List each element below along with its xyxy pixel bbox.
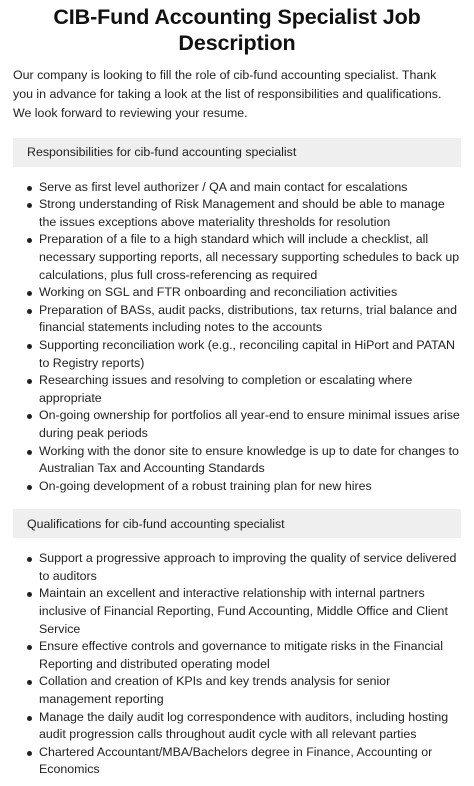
list-item <box>13 585 461 638</box>
list-item-text: Working with the donor site to ensure knowledge is up to date for changes to Australian Tax and Accounting Standards <box>39 443 459 476</box>
bullet-icon <box>27 238 32 243</box>
list-item-text: On-going ownership for portfolios all year-end to ensure minimal issues arise during peak periods <box>39 408 460 440</box>
bullet-icon <box>27 450 32 455</box>
bullet-icon <box>27 203 32 208</box>
list-item <box>13 638 461 673</box>
bullet-icon <box>27 716 32 721</box>
list-item <box>13 443 461 478</box>
list-item <box>13 709 461 744</box>
list-item <box>13 478 461 496</box>
list-item <box>13 284 461 302</box>
list-item-text: Serve as first level authorizer / QA and main contact for escalations <box>39 179 408 194</box>
bullet-icon <box>27 592 32 597</box>
list-item <box>13 302 461 337</box>
list-item-text: Researching issues and resolving to completion or escalating where appropriate <box>39 373 413 405</box>
list-item <box>13 550 461 585</box>
page-title: CIB-Fund Accounting Specialist Job Description <box>53 5 421 55</box>
list-item-text: Working on SGL and FTR onboarding and reconciliation activities <box>39 285 398 300</box>
bullet-icon <box>27 557 32 562</box>
bullet-icon <box>27 645 32 650</box>
list-item-text: Ensure effective controls and governance to mitigate risks in the Financial Reporting and distributed operating model <box>39 639 444 671</box>
list-item <box>13 372 461 407</box>
list-item-text: On-going development of a robust training plan for new hires <box>39 478 372 493</box>
bullet-icon <box>27 414 32 419</box>
bullet-icon <box>27 344 32 349</box>
list-item-text: Maintain an excellent and interactive relationship with internal partners inclusive of Financial Reporting, Fund Accounting, Middle Office and Client Service <box>39 586 448 636</box>
bullet-icon <box>27 309 32 314</box>
list-item-text: Chartered Accountant/MBA/Bachelors degree in Finance, Accounting or Economics <box>39 744 433 777</box>
list-item-text: Preparation of BASs, audit packs, distributions, tax returns, trial balance and financial statements including notes to the accounts <box>39 302 458 335</box>
list-item-text: Preparation of a file to a high standard which will include a checklist, all necessary supporting reports, all necessary supporting schedules to back up calculations, plus full cross-referencing as required <box>39 232 460 282</box>
list-item-text: Support a progressive approach to improving the quality of service delivered to auditors <box>39 551 457 583</box>
list-item <box>13 196 461 231</box>
list-item <box>13 673 461 708</box>
list-item <box>13 407 461 442</box>
responsibilities-list <box>13 179 461 496</box>
list-item-text: Manage the daily audit log correspondence with auditors, including hosting audit progression calls throughout audit cycle with all relevant parties <box>39 709 449 742</box>
bullet-icon <box>27 485 32 490</box>
list-item-text: Supporting reconciliation work (e.g., reconciling capital in HiPort and PATAN to Registry reports) <box>39 337 455 370</box>
bullet-icon <box>27 379 32 384</box>
list-item-text: Collation and creation of KPIs and key trends analysis for senior management reporting <box>39 674 391 707</box>
intro-paragraph: Our company is looking to fill the role of cib-fund accounting specialist. Thank you in advance for taking a look at the list of responsibilities and qualifications. We look forward to reviewing your resume. <box>13 68 442 121</box>
bullet-icon <box>27 751 32 756</box>
list-item-text: Strong understanding of Risk Management and should be able to manage the issues exceptions above materiality thresholds for resolution <box>39 197 445 229</box>
bullet-icon <box>27 680 32 685</box>
bullet-icon <box>27 291 32 296</box>
list-item <box>13 231 461 284</box>
qualifications-heading: Qualifications for cib-fund accounting specialist <box>13 509 461 538</box>
qualifications-list <box>13 550 461 779</box>
responsibilities-heading: Responsibilities for cib-fund accounting specialist <box>13 138 461 167</box>
list-item <box>13 179 461 197</box>
list-item <box>13 337 461 372</box>
bullet-icon <box>27 186 32 191</box>
list-item <box>13 744 461 779</box>
